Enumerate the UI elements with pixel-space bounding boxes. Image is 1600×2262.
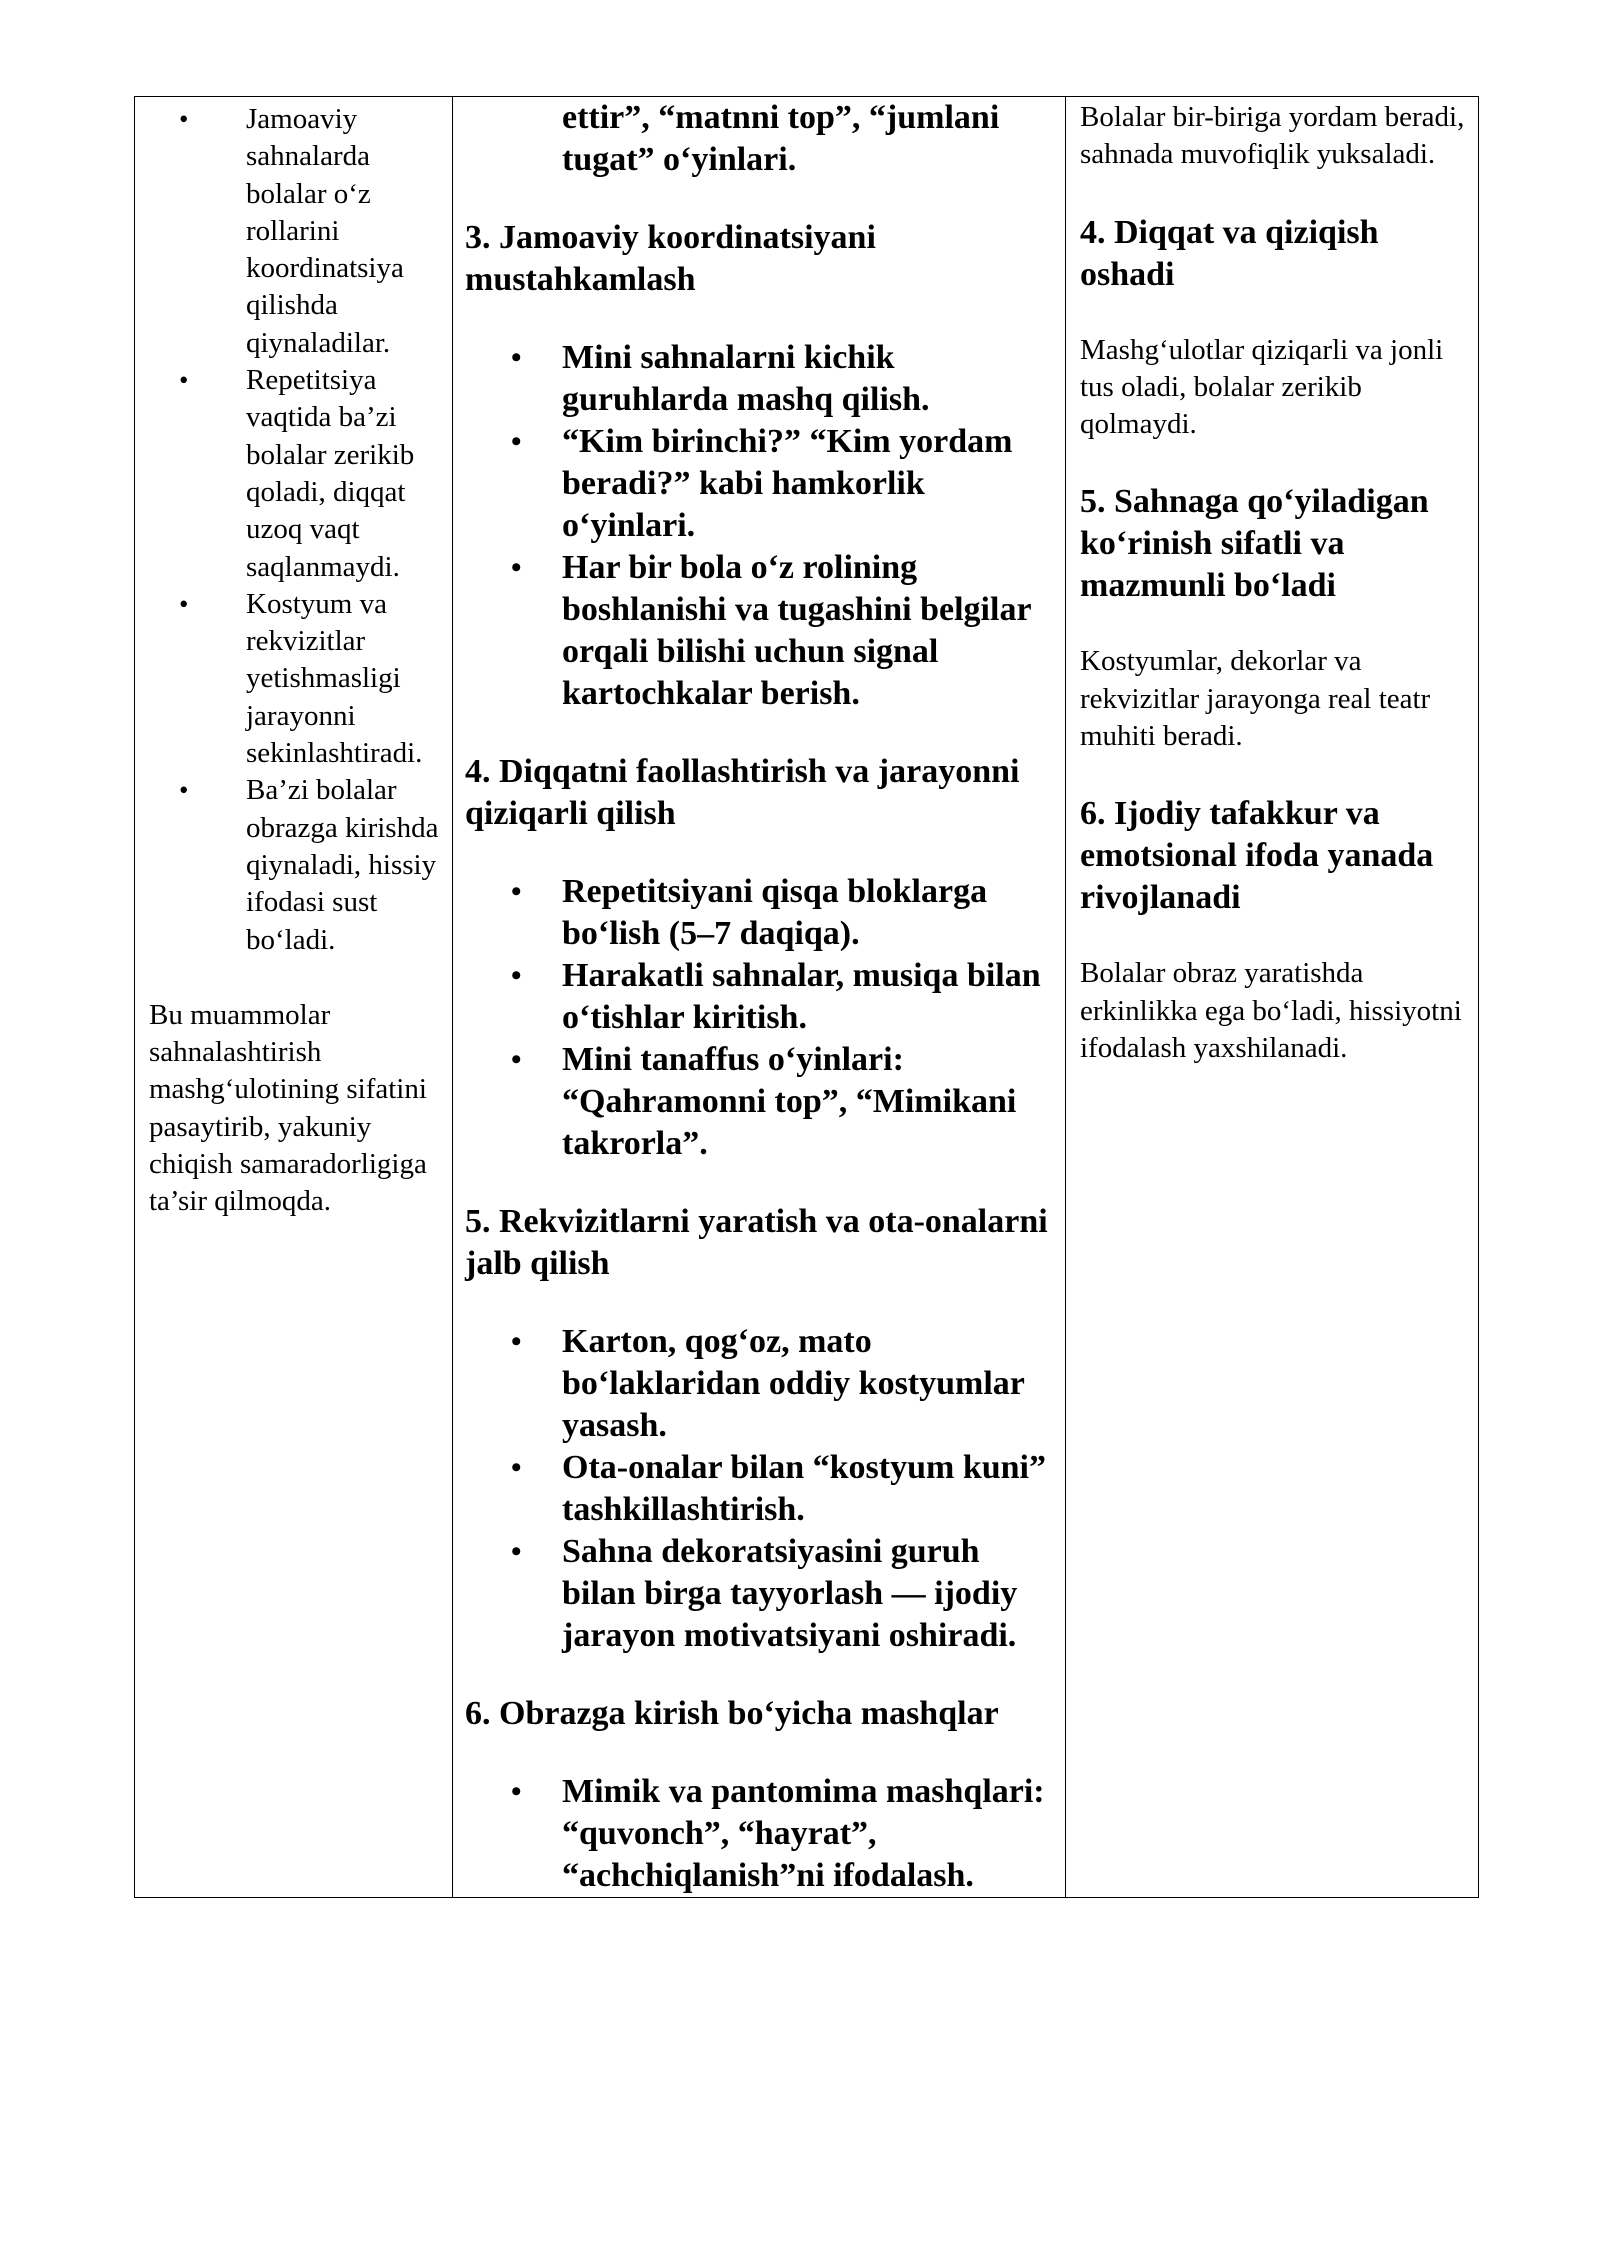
section-list	[465, 337, 1057, 715]
list-item: • Ota-onalar bilan “kostyum kuni” tashkillashtirish.	[562, 1447, 1057, 1531]
section-heading: 3. Jamoaviy koordinatsiyani mustahkamlash	[465, 219, 876, 298]
solutions-cell	[453, 97, 1066, 1898]
problem-item: • Repetitsiya vaqtida ba’zi bolalar zerikib qoladi, diqqat uzoq vaqt saqlanmaydi.	[212, 362, 444, 586]
content-table	[134, 96, 1479, 1898]
table-row	[135, 97, 1479, 1898]
section-heading: 6. Obrazga kirish bo‘yicha mashqlar	[465, 1695, 999, 1732]
section-list	[465, 871, 1057, 1165]
problems-cell	[135, 97, 453, 1898]
result-text: Bolalar obraz yaratishda erkinlikka ega bo‘ladi, hissiyotni ifodalash yaxshilanadi.	[1080, 957, 1462, 1064]
result-heading: 6. Ijodiy tafakkur va emotsional ifoda yanada rivojlanadi	[1080, 795, 1434, 917]
list-item: • Mini tanaffus o‘yinlari: “Qahramonni top”, “Mimikani takrorla”.	[562, 1039, 1057, 1165]
list-item: • Sahna dekoratsiyasini guruh bilan birga tayyorlash — ijodiy jarayon motivatsiyani oshiradi.	[562, 1531, 1057, 1657]
section-heading: 5. Rekvizitlarni yaratish va ota-onalarni jalb qilish	[465, 1203, 1048, 1282]
problems-list	[149, 101, 444, 959]
list-item: • Karton, qog‘oz, mato bo‘laklaridan oddiy kostyumlar yasash.	[562, 1321, 1057, 1447]
list-item: • Har bir bola o‘z rolining boshlanishi va tugashini belgilar orqali bilishi uchun signal kartochkalar berish.	[562, 547, 1057, 715]
section-list	[465, 1771, 1057, 1897]
result-intro: Bolalar bir-biriga yordam beradi, sahnada muvofiqlik yuksaladi.	[1080, 101, 1465, 171]
results-content	[1066, 97, 1478, 1067]
problems-summary: Bu muammolar sahnalashtirish mashg‘ulotining sifatini pasaytirib, yakuniy chiqish samaradorligiga ta’sir qilmoqda.	[149, 998, 427, 1218]
section-list	[465, 1321, 1057, 1657]
result-text: Mashg‘ulotlar qiziqarli va jonli tus oladi, bolalar zerikib qolmaydi.	[1080, 333, 1444, 441]
problem-item: • Jamoaviy sahnalarda bolalar o‘z rollarini koordinatsiya qilishda qiynaladilar.	[212, 101, 444, 362]
result-heading: 5. Sahnaga qo‘yiladigan ko‘rinish sifatli va mazmunli bo‘ladi	[1080, 483, 1429, 605]
list-item: • “Kim birinchi?” “Kim yordam beradi?” kabi hamkorlik o‘yinlari.	[562, 421, 1057, 547]
results-cell	[1066, 97, 1479, 1898]
result-text: Kostyumlar, dekorlar va rekvizitlar jarayonga real teatr muhiti beradi.	[1080, 645, 1431, 753]
continued-item: ettir”, “matnni top”, “jumlani tugat” o‘yinlari.	[562, 99, 1000, 178]
problem-item: • Kostyum va rekvizitlar yetishmasligi jarayonni sekinlashtiradi.	[212, 586, 444, 772]
problem-item: • Ba’zi bolalar obrazga kirishda qiynaladi, hissiy ifodasi sust bo‘ladi.	[212, 772, 444, 958]
list-item: • Mimik va pantomima mashqlari: “quvonch”, “hayrat”, “achchiqlanish”ni ifodalash.	[562, 1771, 1057, 1897]
list-item: • Repetitsiyani qisqa bloklarga bo‘lish (5–7 daqiqa).	[562, 871, 1057, 955]
solutions-content	[453, 97, 1065, 1897]
section-heading: 4. Diqqatni faollashtirish va jarayonni qiziqarli qilish	[465, 753, 1020, 832]
problems-content	[135, 97, 452, 1221]
result-heading: 4. Diqqat va qiziqish oshadi	[1080, 213, 1379, 293]
list-item: • Harakatli sahnalar, musiqa bilan o‘tishlar kiritish.	[562, 955, 1057, 1039]
list-item: • Mini sahnalarni kichik guruhlarda mashq qilish.	[562, 337, 1057, 421]
